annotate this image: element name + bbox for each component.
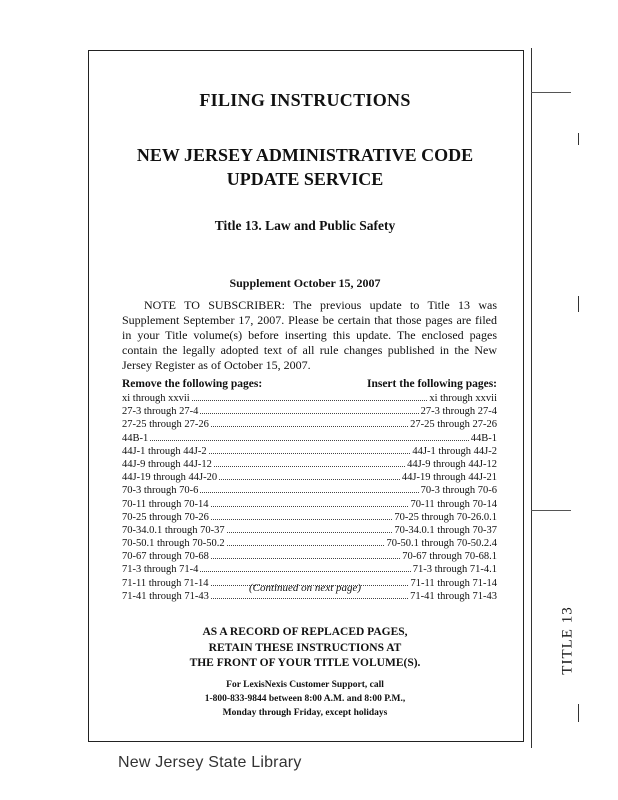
table-row <box>122 511 497 524</box>
dot-leader <box>227 524 393 533</box>
dot-leader <box>192 392 428 401</box>
dot-leader <box>200 484 418 493</box>
remove-pages: 27-3 through 27-4 <box>122 406 199 418</box>
table-row <box>122 471 497 484</box>
remove-pages: 71-41 through 71-43 <box>122 590 209 602</box>
remove-pages: 27-25 through 27-26 <box>122 419 209 431</box>
dot-leader <box>219 471 400 480</box>
dot-leader <box>200 563 410 572</box>
remove-pages: 71-11 through 71-14 <box>122 577 209 589</box>
insert-column-header: Insert the following pages: <box>366 378 497 390</box>
remove-pages: 70-50.1 through 70-50.2 <box>122 538 225 550</box>
subscriber-note: NOTE TO SUBSCRIBER: The previous update to Title 13 was Supplement September 17, 2007. Please be certain that those pages are filed in your Title volume(s) before inserting this update. The enclosed pages contain the legally adopted text of all rule changes published in the New Jersey Register as of October 15, 2007. <box>122 298 497 372</box>
table-row <box>122 405 497 418</box>
remove-pages: 70-11 through 70-14 <box>122 498 209 510</box>
supplement-date: Supplement October 15, 2007 <box>229 276 381 290</box>
record-notice-line: THE FRONT OF YOUR TITLE VOLUME(S). <box>189 657 421 669</box>
remove-pages: xi through xxvii <box>122 393 190 404</box>
remove-pages: 71-3 through 71-4 <box>122 564 199 576</box>
table-row <box>122 524 497 537</box>
dot-leader <box>214 458 405 467</box>
record-notice <box>88 625 522 672</box>
remove-pages: 70-3 through 70-6 <box>122 485 199 497</box>
title-tab <box>548 600 588 680</box>
code-title-line: NEW JERSEY ADMINISTRATIVE CODE <box>136 145 474 165</box>
table-row <box>122 537 497 550</box>
continued-note: (Continued on next page) <box>248 582 362 594</box>
insert-pages: 44J-19 through 44J-21 <box>401 472 497 484</box>
binder-divider-line <box>531 510 571 511</box>
remove-pages: 44J-1 through 44J-2 <box>122 445 207 457</box>
title-subtitle: Title 13. Law and Public Safety <box>214 218 396 233</box>
binder-tick-mark <box>578 704 579 722</box>
dot-leader <box>211 418 408 427</box>
table-header <box>122 378 497 390</box>
remove-pages: 44B-1 <box>122 432 149 444</box>
pages-table <box>122 378 497 603</box>
table-row <box>122 563 497 576</box>
binder-tick-mark <box>578 296 579 312</box>
binder-edge-rule <box>531 48 532 748</box>
record-notice-line: AS A RECORD OF REPLACED PAGES, <box>202 626 408 638</box>
dot-leader <box>209 445 411 454</box>
code-title <box>88 143 522 191</box>
page-title: FILING INSTRUCTIONS <box>199 90 411 110</box>
insert-pages: 71-3 through 71-4.1 <box>412 564 497 576</box>
insert-pages: 70-50.1 through 70-50.2.4 <box>386 538 497 550</box>
table-row <box>122 498 497 511</box>
dot-leader <box>211 498 409 507</box>
table-row <box>122 445 497 458</box>
code-title-line: UPDATE SERVICE <box>226 169 384 189</box>
support-line: For LexisNexis Customer Support, call <box>226 680 384 690</box>
support-line: 1-800-833-9844 between 8:00 A.M. and 8:00 P.M., <box>204 694 406 704</box>
dot-leader <box>211 550 400 559</box>
insert-pages: 70-3 through 70-6 <box>420 485 497 497</box>
remove-pages: 70-67 through 70-68 <box>122 551 209 563</box>
insert-pages: 44J-1 through 44J-2 <box>412 445 497 457</box>
insert-pages: 70-25 through 70-26.0.1 <box>394 511 497 523</box>
remove-pages: 70-25 through 70-26 <box>122 511 209 523</box>
insert-pages: 70-34.0.1 through 70-37 <box>394 524 497 536</box>
binder-tick-mark <box>578 133 579 145</box>
support-line: Monday through Friday, except holidays <box>222 708 388 718</box>
library-stamp: New Jersey State Library <box>118 754 302 771</box>
insert-pages: xi through xxvii <box>429 393 497 404</box>
dot-leader <box>227 537 385 546</box>
table-row <box>122 432 497 445</box>
record-notice-line: RETAIN THESE INSTRUCTIONS AT <box>208 641 402 654</box>
insert-pages: 71-41 through 71-43 <box>410 590 497 602</box>
insert-pages: 44B-1 <box>470 432 497 444</box>
insert-pages: 27-3 through 27-4 <box>420 406 497 418</box>
table-row <box>122 418 497 431</box>
table-rows <box>122 392 497 603</box>
customer-support <box>88 678 522 720</box>
insert-pages: 70-11 through 70-14 <box>410 498 497 510</box>
table-row <box>122 458 497 471</box>
insert-pages: 71-11 through 71-14 <box>410 577 497 589</box>
dot-leader <box>200 405 418 414</box>
insert-pages: 70-67 through 70-68.1 <box>402 551 497 563</box>
remove-pages: 44J-19 through 44J-20 <box>122 472 218 484</box>
insert-pages: 44J-9 through 44J-12 <box>407 458 497 470</box>
remove-pages: 70-34.0.1 through 70-37 <box>122 524 225 536</box>
dot-leader <box>211 511 392 520</box>
title-tab-label: TITLE 13 <box>559 605 576 675</box>
insert-pages: 27-25 through 27-26 <box>410 419 497 431</box>
dot-leader <box>150 432 469 441</box>
table-row <box>122 550 497 563</box>
remove-pages: 44J-9 through 44J-12 <box>122 458 212 470</box>
table-row <box>122 392 497 405</box>
table-row <box>122 484 497 497</box>
binder-divider-line <box>531 92 571 93</box>
remove-column-header: Remove the following pages: <box>122 378 263 390</box>
